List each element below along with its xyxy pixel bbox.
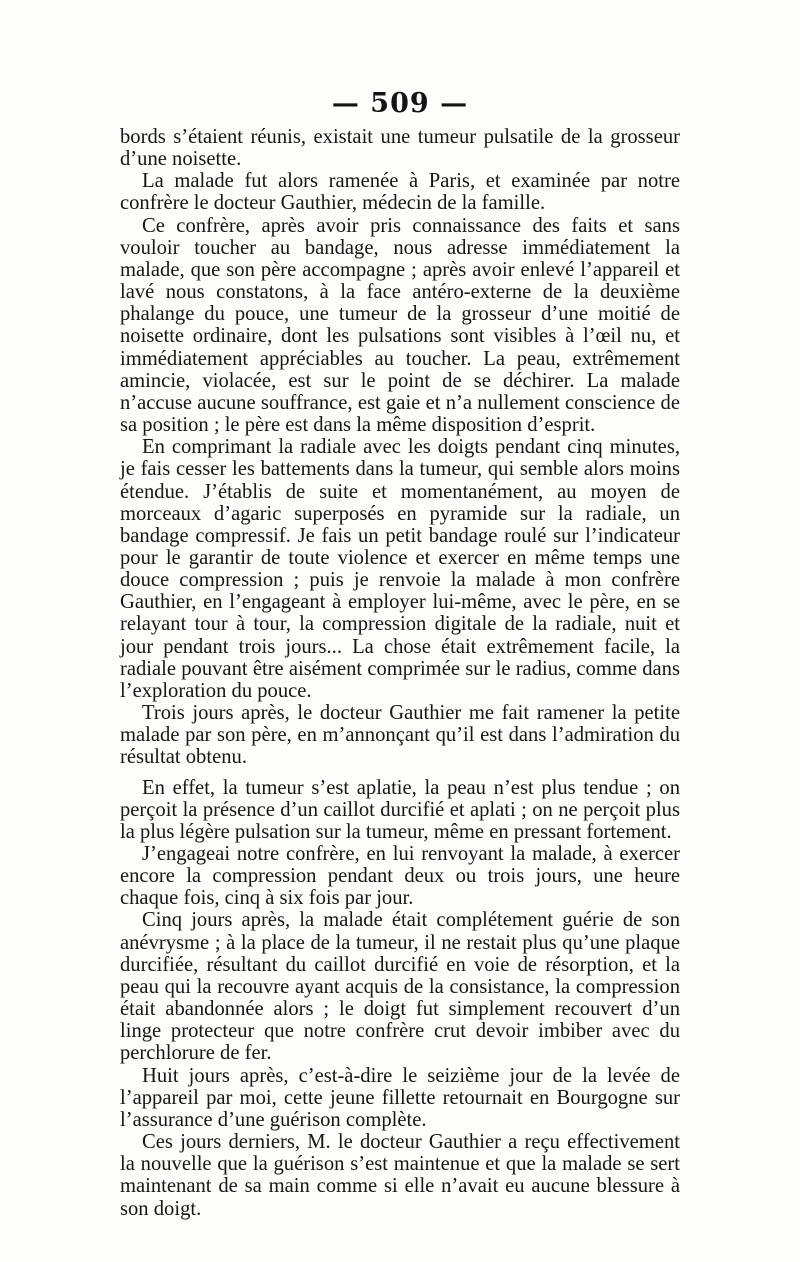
body-text	[120, 126, 680, 1220]
paragraph-4: En comprimant la radiale avec les doigts pendant cinq minutes, je fais cesser les battements dans la tumeur, qui semble alors moins étendue. J’établis de suite et momentanément, au moyen de morceaux d’agaric superposés en pyramide sur la radiale, un bandage compressif. Je fais un petit bandage roulé sur l’indicateur pour le garantir de toute violence et exercer en même temps une douce compression ; puis je renvoie la malade à mon confrère Gauthier, en l’engageant à employer lui-même, avec le père, en se relayant tour à tour, la compression digitale de la radiale, nuit et jour pendant trois jours... La chose était extrêmement facile, la radiale pouvant être aisément comprimée sur le radius, comme dans l’exploration du pouce.	[120, 436, 680, 702]
paragraph-3: Ce confrère, après avoir pris connaissance des faits et sans vouloir toucher au bandage, nous adresse immédiatement la malade, que son père accompagne ; après avoir enlevé l’appareil et lavé nous constatons, à la face antéro-externe de la deuxième phalange du pouce, une tumeur de la grosseur d’une moitié de noisette ordinaire, dont les pulsations sont visibles à l’œil nu, et immédiatement appréciables au toucher. La peau, extrêmement amincie, violacée, est sur le point de se déchirer. La malade n’accuse aucune souffrance, est gaie et n’a nullement conscience de sa position ; le père est dans la même disposition d’esprit.	[120, 214, 680, 437]
paragraph-1: bords s’étaient réunis, existait une tumeur pulsatile de la grosseur d’une noisette.	[120, 126, 680, 171]
paragraph-10: Ces jours derniers, M. le docteur Gauthier a reçu effectivement la nouvelle que la guérison s’est maintenue et que la malade se sert maintenant de sa main comme si elle n’avait eu aucune blessure à son doigt.	[120, 1131, 680, 1220]
paragraph-7: J’engageai notre confrère, en lui renvoyant la malade, à exercer encore la compression pendant deux ou trois jours, une heure chaque fois, cinq à six fois par jour.	[120, 843, 680, 910]
paragraph-5: Trois jours après, le docteur Gauthier me fait ramener la petite malade par son père, en m’annonçant qu’il est dans l’admiration du résultat obtenu.	[120, 702, 680, 769]
paragraph-9: Huit jours après, c’est-à-dire le seizième jour de la levée de l’appareil par moi, cette jeune fillette retournait en Bourgogne sur l’assurance d’une guérison complète.	[120, 1064, 680, 1131]
paragraph-6: En effet, la tumeur s’est aplatie, la peau n’est plus tendue ; on perçoit la présence d’un caillot durcifié et aplati ; on ne perçoit plus la plus légère pulsation sur la tumeur, même en pressant fortement.	[120, 776, 680, 843]
paragraph-8: Cinq jours après, la malade était complétement guérie de son anévrysme ; à la place de la tumeur, il ne restait plus qu’une plaque durcifiée, résultant du caillot durcifié en voie de résorption, et la peau qui la recouvre ayant acquis de la consistance, la compression était abandonnée alors ; le doigt fut simplement recouvert d’un linge protecteur que notre confrère crut devoir imbiber avec du perchlorure de fer.	[120, 909, 680, 1065]
paragraph-2: La malade fut alors ramenée à Paris, et examinée par notre confrère le docteur Gauthier, médecin de la famille.	[120, 170, 680, 215]
page-number: — 509 —	[331, 88, 469, 119]
